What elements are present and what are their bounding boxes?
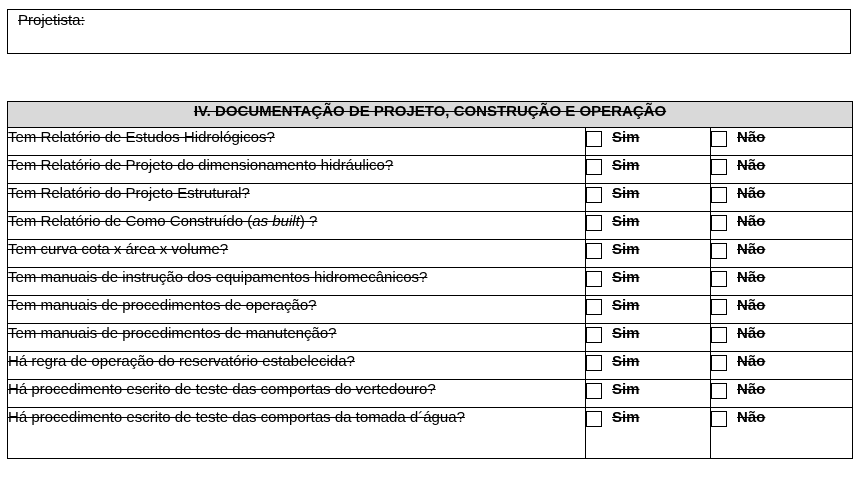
table-row [8, 352, 853, 380]
question-text: Há procedimento escrito de teste das comportas do vertedouro? [8, 380, 586, 408]
yes-label: Sim [612, 185, 640, 202]
no-option[interactable] [711, 268, 765, 287]
no-option[interactable] [711, 408, 765, 427]
no-option[interactable] [711, 212, 765, 231]
yes-option[interactable] [586, 296, 640, 315]
yes-label: Sim [612, 325, 640, 342]
no-checkbox[interactable] [711, 159, 727, 175]
table-row [8, 268, 853, 296]
projetista-label: Projetista: [18, 12, 85, 29]
documentation-table [7, 101, 853, 459]
no-label: Não [737, 129, 766, 146]
yes-label: Sim [612, 129, 640, 146]
no-checkbox[interactable] [711, 299, 727, 315]
no-label: Não [737, 185, 766, 202]
table-row [8, 408, 853, 459]
no-checkbox[interactable] [711, 131, 727, 147]
no-option[interactable] [711, 240, 765, 259]
question-text: Tem manuais de instrução dos equipamentos hidromecânicos? [8, 268, 586, 296]
no-option[interactable] [711, 380, 765, 399]
no-label: Não [737, 381, 766, 398]
no-label: Não [737, 409, 766, 426]
question-text: Tem Relatório de Projeto do dimensionamento hidráulico? [8, 156, 586, 184]
no-label: Não [737, 157, 766, 174]
yes-label: Sim [612, 269, 640, 286]
table-row [8, 380, 853, 408]
table-row [8, 212, 853, 240]
yes-checkbox[interactable] [586, 355, 602, 371]
table-row [8, 296, 853, 324]
no-checkbox[interactable] [711, 187, 727, 203]
projetista-box [7, 9, 851, 54]
question-text: Tem manuais de procedimentos de manutenção? [8, 324, 586, 352]
yes-checkbox[interactable] [586, 159, 602, 175]
yes-label: Sim [612, 297, 640, 314]
yes-option[interactable] [586, 268, 640, 287]
question-text-italic: as built [252, 213, 300, 230]
yes-option[interactable] [586, 324, 640, 343]
yes-option[interactable] [586, 352, 640, 371]
table-row [8, 240, 853, 268]
section-header-row [8, 102, 853, 128]
yes-option[interactable] [586, 408, 640, 427]
yes-option[interactable] [586, 156, 640, 175]
yes-checkbox[interactable] [586, 187, 602, 203]
yes-label: Sim [612, 381, 640, 398]
no-label: Não [737, 297, 766, 314]
no-label: Não [737, 241, 766, 258]
question-text [8, 212, 586, 240]
yes-option[interactable] [586, 128, 640, 147]
question-text: Tem Relatório de Estudos Hidrológicos? [8, 128, 586, 156]
no-checkbox[interactable] [711, 355, 727, 371]
no-checkbox[interactable] [711, 215, 727, 231]
yes-option[interactable] [586, 184, 640, 203]
no-label: Não [737, 269, 766, 286]
yes-label: Sim [612, 241, 640, 258]
question-text-end: ) ? [299, 213, 318, 230]
no-option[interactable] [711, 156, 765, 175]
question-text: Há regra de operação do reservatório estabelecida? [8, 352, 586, 380]
yes-option[interactable] [586, 212, 640, 231]
table-row [8, 156, 853, 184]
no-label: Não [737, 213, 766, 230]
table-row [8, 184, 853, 212]
yes-checkbox[interactable] [586, 383, 602, 399]
yes-option[interactable] [586, 240, 640, 259]
yes-option[interactable] [586, 380, 640, 399]
question-text: Tem manuais de procedimentos de operação? [8, 296, 586, 324]
yes-checkbox[interactable] [586, 411, 602, 427]
question-text: Há procedimento escrito de teste das comportas da tomada d´água? [8, 408, 586, 459]
no-checkbox[interactable] [711, 327, 727, 343]
no-option[interactable] [711, 352, 765, 371]
yes-label: Sim [612, 409, 640, 426]
question-text: Tem curva cota x área x volume? [8, 240, 586, 268]
no-option[interactable] [711, 324, 765, 343]
no-checkbox[interactable] [711, 411, 727, 427]
yes-checkbox[interactable] [586, 271, 602, 287]
question-text: Tem Relatório do Projeto Estrutural? [8, 184, 586, 212]
yes-label: Sim [612, 213, 640, 230]
no-checkbox[interactable] [711, 243, 727, 259]
yes-checkbox[interactable] [586, 215, 602, 231]
no-option[interactable] [711, 128, 765, 147]
yes-checkbox[interactable] [586, 327, 602, 343]
no-option[interactable] [711, 184, 765, 203]
yes-label: Sim [612, 353, 640, 370]
yes-checkbox[interactable] [586, 131, 602, 147]
yes-label: Sim [612, 157, 640, 174]
table-row [8, 128, 853, 156]
question-text-start: Tem Relatório de Como Construído ( [8, 213, 253, 230]
yes-checkbox[interactable] [586, 243, 602, 259]
table-row [8, 324, 853, 352]
yes-checkbox[interactable] [586, 299, 602, 315]
no-option[interactable] [711, 296, 765, 315]
no-label: Não [737, 353, 766, 370]
no-checkbox[interactable] [711, 383, 727, 399]
no-label: Não [737, 325, 766, 342]
section-title: IV. DOCUMENTAÇÃO DE PROJETO, CONSTRUÇÃO E OPERAÇÃO [8, 102, 853, 128]
no-checkbox[interactable] [711, 271, 727, 287]
